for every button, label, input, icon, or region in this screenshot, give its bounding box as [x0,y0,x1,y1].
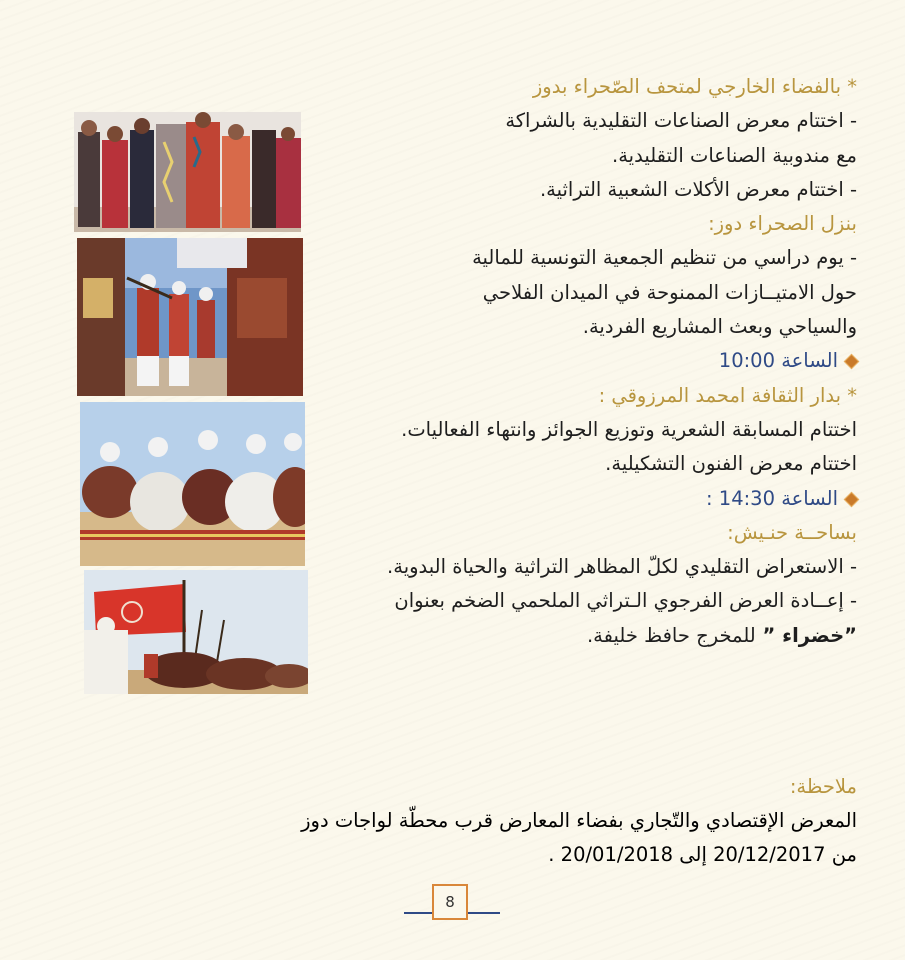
text-line-title [337,619,857,653]
note-section [217,770,857,872]
diamond-bullet-icon [844,354,860,370]
heading-sahara-museum: * بالفضاء الخارجي لمتحف الصّحراء بدوز [532,75,857,98]
diamond-bullet-icon [844,491,860,507]
text-line: - الاستعراض التقليدي لكلّ المظاهر التراثية والحياة البدوية. [387,555,857,579]
text-line: - اختتام معرض الأكلات الشعبية التراثية. [539,177,857,201]
note-line-2: من 20/12/2017 إلى 20/01/2018 . [548,843,857,866]
page-number: 8 [432,884,468,920]
text-line: اختتام معرض الفنون التشكيلية. [605,452,857,476]
text-line: - يوم دراسي من تنظيم الجمعية التونسية للمالية [472,246,857,270]
text-line: اختتام المسابقة الشعرية وتوزيع الجوائز وانتهاء الفعاليات. [401,417,857,441]
note-line-1: المعرض الإقتصادي والتّجاري بفضاء المعارض قرب محطّة لواجات دوز [301,809,857,832]
text-line: - اختتام معرض الصناعات التقليدية بالشراكة [505,109,857,133]
time-label: الساعة 14:30 : [706,486,838,510]
show-title: ”خضراء ” [755,623,857,647]
text-line: حول الامتيــازات الممنوحة في الميدان الفلاحي [482,280,857,304]
note-heading: ملاحظة: [789,775,857,798]
time-heading-10 [337,344,857,378]
program-text [337,70,857,653]
text-line: والسياحي وبعث المشاريع الفردية. [582,315,857,339]
photo-horsemen [80,402,305,566]
photo-crowd [74,112,301,232]
photo-flag [84,570,308,694]
photo-dancers [77,238,303,396]
text-line: - إعــادة العرض الفرجوي الـتراثي الملحمي الضخم بعنوان [394,589,857,613]
heading-hnich-square: بساحــة حنـيش: [727,520,857,544]
text-line: مع مندوبية الصناعات التقليدية. [612,143,857,167]
director-credit: للمخرج حافظ خليفة. [586,623,756,647]
time-heading-1430 [337,482,857,516]
heading-culture-house: * بدار الثقافة امحمد المرزوقي : [598,383,857,407]
time-label: الساعة 10:00 [718,349,838,373]
heading-sahara-hotel: بنزل الصحراء دوز: [708,212,857,236]
